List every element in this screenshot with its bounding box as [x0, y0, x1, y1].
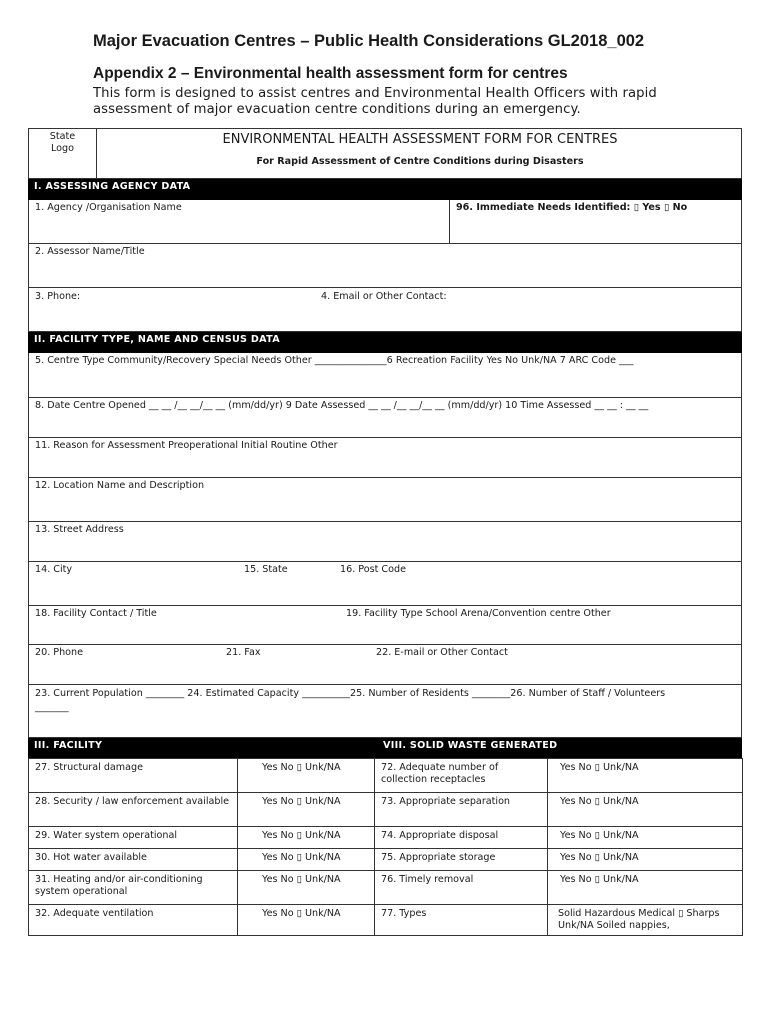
- assessor-label: 2. Assessor Name/Title: [35, 246, 145, 257]
- waste-types-options[interactable]: Solid Hazardous Medical ▯ Sharps Unk/NA Soiled nappies,: [548, 905, 743, 936]
- facility-item-label: 27. Structural damage: [29, 759, 238, 793]
- facility-type-label: 19. Facility Type School Arena/Convention centre Other: [346, 608, 611, 619]
- agency-row: [28, 200, 742, 244]
- phone-email-row[interactable]: [28, 288, 742, 332]
- section-solid-waste: VIII. SOLID WASTE GENERATED: [377, 738, 742, 758]
- waste-item-options[interactable]: Yes No ▯ Unk/NA: [548, 759, 743, 793]
- facility-item-label: 30. Hot water available: [29, 849, 238, 871]
- city-label: 14. City: [35, 564, 73, 575]
- waste-item-options[interactable]: Yes No ▯ Unk/NA: [548, 827, 743, 849]
- phone-fax-row[interactable]: [28, 645, 742, 685]
- waste-item-options[interactable]: Yes No ▯ Unk/NA: [548, 871, 743, 905]
- appendix-title: Appendix 2 – Environmental health assessment form for centres: [93, 65, 568, 82]
- street-address-label: 13. Street Address: [35, 524, 124, 535]
- location-label: 12. Location Name and Description: [35, 480, 205, 491]
- waste-item-label: 74. Appropriate disposal: [375, 827, 548, 849]
- document-title: Major Evacuation Centres – Public Health Considerations GL2018_002: [93, 32, 645, 50]
- post-code-label: 16. Post Code: [340, 564, 406, 575]
- census-row[interactable]: [28, 685, 742, 738]
- assessment-form: [28, 128, 742, 936]
- facility-item-options[interactable]: Yes No ▯ Unk/NA: [238, 827, 375, 849]
- section-facility: III. FACILITY: [28, 738, 374, 758]
- state-logo: State Logo: [29, 129, 97, 179]
- waste-item-label: 72. Adequate number of collection receptacles: [375, 759, 548, 793]
- immediate-needs-field[interactable]: 96. Immediate Needs Identified: ▯ Yes ▯ No: [456, 202, 688, 213]
- waste-item-options[interactable]: Yes No ▯ Unk/NA: [548, 849, 743, 871]
- waste-item-label: 73. Appropriate separation: [375, 793, 548, 827]
- form-subtitle: For Rapid Assessment of Centre Conditions during Disasters: [256, 156, 584, 167]
- assessor-field[interactable]: [28, 244, 742, 288]
- waste-item-label: 75. Appropriate storage: [375, 849, 548, 871]
- section-facility-type: II. FACILITY TYPE, NAME AND CENSUS DATA: [28, 332, 742, 353]
- facility-item-label: 28. Security / law enforcement available: [29, 793, 238, 827]
- centre-type-label: 5. Centre Type Community/Recovery Special Needs Other _______________6 Recreation Facility Yes No Unk/NA 7 ARC Code ___: [35, 355, 634, 366]
- table-row: [29, 871, 743, 905]
- fax-label: 21. Fax: [226, 647, 261, 658]
- section-assessing-agency: I. ASSESSING AGENCY DATA: [28, 179, 742, 200]
- waste-item-label: 76. Timely removal: [375, 871, 548, 905]
- form-header: [28, 128, 742, 179]
- table-row: [29, 905, 743, 936]
- census-label: 23. Current Population ________ 24. Estimated Capacity __________25. Number of Residents ________26. Number of Staff / Volunteers: [35, 688, 666, 699]
- centre-type-field[interactable]: [28, 353, 742, 398]
- facility-item-options[interactable]: Yes No ▯ Unk/NA: [238, 871, 375, 905]
- facility-item-options[interactable]: Yes No ▯ Unk/NA: [238, 849, 375, 871]
- state-label: 15. State: [244, 564, 288, 575]
- facility-item-label: 31. Heating and/or air-conditioning system operational: [29, 871, 238, 905]
- location-field[interactable]: [28, 478, 742, 522]
- facility-phone-label: 20. Phone: [35, 647, 84, 658]
- facility-contact-label: 18. Facility Contact / Title: [35, 608, 157, 619]
- facility-table: [28, 758, 743, 936]
- facility-item-options[interactable]: Yes No ▯ Unk/NA: [238, 793, 375, 827]
- agency-name-field[interactable]: [29, 200, 450, 243]
- facility-contact-row[interactable]: [28, 606, 742, 645]
- email-label: 4. Email or Other Contact:: [321, 291, 447, 302]
- facility-email-label: 22. E-mail or Other Contact: [376, 647, 508, 658]
- census-label-cont: _______: [35, 702, 69, 713]
- street-address-field[interactable]: [28, 522, 742, 562]
- facility-waste-header: [28, 738, 742, 758]
- reason-label: 11. Reason for Assessment Preoperational Initial Routine Other: [35, 440, 338, 451]
- reason-field[interactable]: [28, 438, 742, 478]
- dates-label: 8. Date Centre Opened __ __ /__ __/__ __ (mm/dd/yr) 9 Date Assessed __ __ /__ __/__ __ (mm/dd/yr) 10 Time Assessed __ __ : __ __: [35, 400, 649, 411]
- waste-item-label: 77. Types: [375, 905, 548, 936]
- agency-name-label: 1. Agency /Organisation Name: [35, 202, 182, 213]
- phone-label: 3. Phone:: [35, 291, 81, 302]
- facility-item-label: 29. Water system operational: [29, 827, 238, 849]
- facility-item-options[interactable]: Yes No ▯ Unk/NA: [238, 905, 375, 936]
- facility-item-options[interactable]: Yes No ▯ Unk/NA: [238, 759, 375, 793]
- form-title: ENVIRONMENTAL HEALTH ASSESSMENT FORM FOR CENTRES: [222, 132, 618, 147]
- facility-item-label: 32. Adequate ventilation: [29, 905, 238, 936]
- intro-paragraph: This form is designed to assist centres and Environmental Health Officers with rapid assessment of major evacuation centre conditions during an emergency.: [93, 86, 657, 117]
- table-row: [29, 759, 743, 793]
- table-row: [29, 827, 743, 849]
- waste-item-options[interactable]: Yes No ▯ Unk/NA: [548, 793, 743, 827]
- table-row: [29, 849, 743, 871]
- city-state-post-row[interactable]: [28, 562, 742, 606]
- dates-field[interactable]: [28, 398, 742, 438]
- table-row: [29, 793, 743, 827]
